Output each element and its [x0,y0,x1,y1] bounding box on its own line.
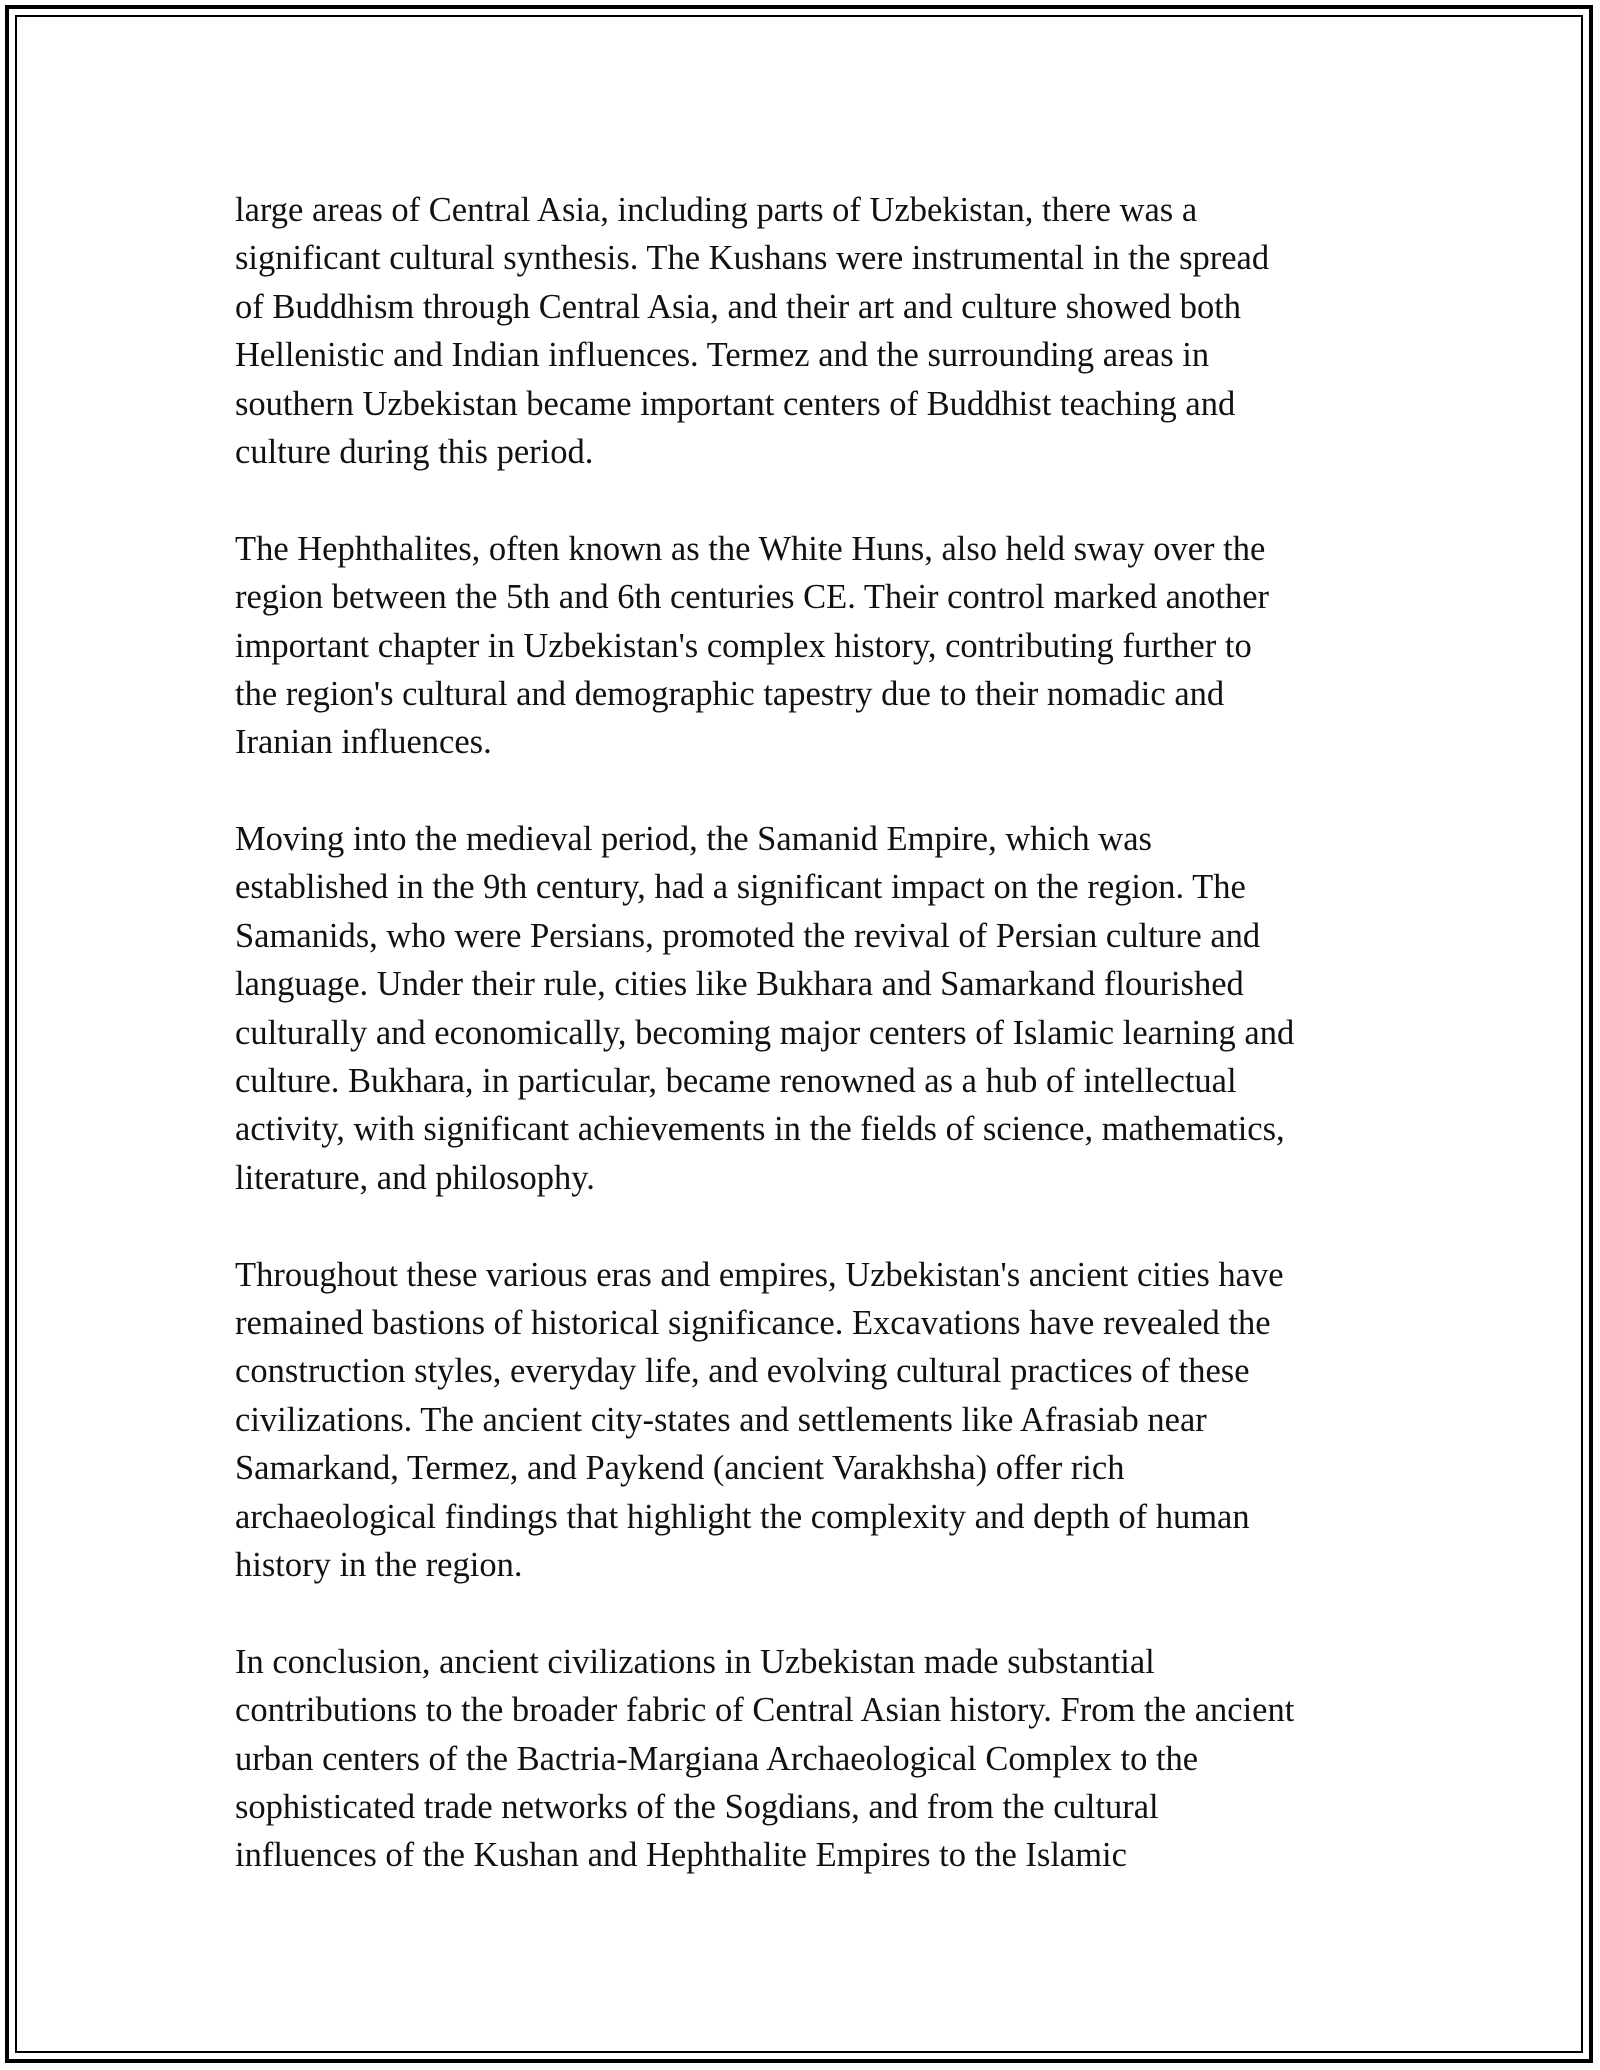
text-line: civilizations. The ancient city-states and settlements like Afrasiab near [235,1400,1207,1439]
text-line: the region's cultural and demographic tapestry due to their nomadic and [235,674,1225,713]
text-line: contributions to the broader fabric of Central Asian history. From the ancient [235,1691,1295,1730]
text-line: culture. Bukhara, in particular, became renowned as a hub of intellectual [235,1062,1237,1101]
text-line: established in the 9th century, had a significant impact on the region. The [235,868,1246,907]
text-line: Samarkand, Termez, and Paykend (ancient Varakhsha) offer rich [235,1449,1125,1488]
text-line: archaeological findings that highlight the complexity and depth of human [235,1497,1250,1536]
paragraph-conclusion [235,1638,1395,1880]
text-line: significant cultural synthesis. The Kushans were instrumental in the spread [235,239,1270,278]
text-line: Samanids, who were Persians, promoted the revival of Persian culture and [235,916,1261,955]
text-line: In conclusion, ancient civilizations in Uzbekistan made substantial [235,1642,1155,1681]
text-line: Throughout these various eras and empires, Uzbekistan's ancient cities have [235,1255,1284,1294]
text-line: southern Uzbekistan became important centers of Buddhist teaching and [235,384,1236,423]
text-line: history in the region. [235,1545,523,1584]
text-line: activity, with significant achievements in the fields of science, mathematics, [235,1110,1285,1149]
text-line: culture during this period. [235,432,594,471]
paragraph-ancient-cities [235,1251,1395,1590]
text-line: language. Under their rule, cities like Bukhara and Samarkand flourished [235,965,1244,1004]
paragraph-hephthalites [235,525,1395,767]
text-line: urban centers of the Bactria-Margiana Archaeological Complex to the [235,1739,1199,1778]
text-line: important chapter in Uzbekistan's complex history, contributing further to [235,626,1252,665]
text-line: The Hephthalites, often known as the White Huns, also held sway over the [235,529,1266,568]
paragraph-kushans [235,186,1395,476]
text-line: sophisticated trade networks of the Sogdians, and from the cultural [235,1787,1159,1826]
text-line: large areas of Central Asia, including parts of Uzbekistan, there was a [235,191,1198,229]
paragraph-samanid-empire [235,815,1395,1202]
text-line: Moving into the medieval period, the Samanid Empire, which was [235,820,1152,859]
text-line: influences of the Kushan and Hephthalite Empires to the Islamic [235,1836,1127,1875]
text-line: Iranian influences. [235,723,492,762]
text-line: culturally and economically, becoming major centers of Islamic learning and [235,1013,1295,1052]
text-line: Hellenistic and Indian influences. Termez and the surrounding areas in [235,336,1210,375]
text-line: region between the 5th and 6th centuries CE. Their control marked another [235,578,1270,617]
document-body [235,186,1395,1928]
text-line: literature, and philosophy. [235,1158,595,1197]
text-line: construction styles, everyday life, and evolving cultural practices of these [235,1352,1250,1391]
text-line: of Buddhism through Central Asia, and their art and culture showed both [235,287,1242,326]
text-line: remained bastions of historical significance. Excavations have revealed the [235,1303,1271,1342]
